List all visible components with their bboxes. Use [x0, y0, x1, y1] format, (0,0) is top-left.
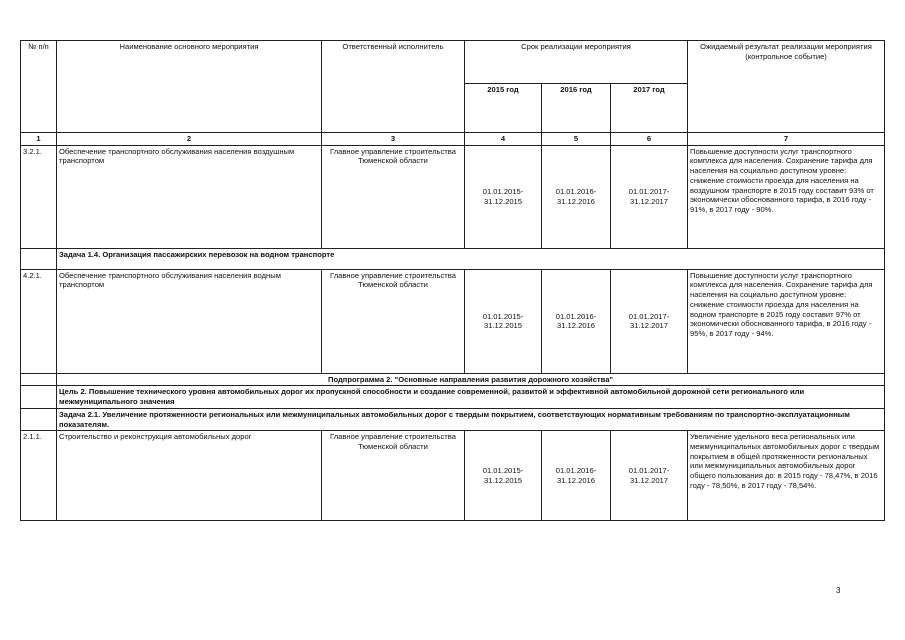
subprogram-row: [21, 373, 885, 386]
period-2017: 01.01.2017-31.12.2017: [611, 431, 688, 521]
empty-cell: [21, 248, 57, 269]
period-2017: 01.01.2017-31.12.2017: [611, 145, 688, 248]
column-number: 5: [542, 133, 611, 146]
expected-result: Повышение доступности услуг транспортного комплекса для населения. Сохранение тарифа для населения на социально доступном уровне: снижение стоимости проезда для населения на водном транспорте в 2015 году составит 97% от экономически обоснованного тарифа, в 2016 году - 95%, в 2017 году - 94%.: [688, 269, 885, 373]
task-2-1: Задача 2.1. Увеличение протяженности региональных или межмуниципальных автомобильных дорог с твердым покрытием, соответствующих нормативным требованиям по транспортно-эксплуатационным показателям.: [57, 408, 885, 430]
subprogram-2-title: Подпрограмма 2. "Основные направления развития дорожного хозяйства": [57, 373, 885, 386]
empty-cell: [21, 386, 57, 408]
column-number: 2: [57, 133, 322, 146]
period-2015: 01.01.2015-31.12.2015: [465, 145, 542, 248]
measure-name: Строительство и реконструкция автомобильных дорог: [57, 431, 322, 521]
column-number-row: [21, 133, 885, 146]
executor: Главное управление строительства Тюменской области: [322, 145, 465, 248]
expected-result: Повышение доступности услуг транспортного комплекса для населения. Сохранение тарифа для населения на социально доступном уровне: снижение стоимости проезда для населения на воздушном транспорте в 2015 году составит 93% от экономически обоснованного тарифа, в 2016 году - 91%, в 2017 году - 90%.: [688, 145, 885, 248]
executor: Главное управление строительства Тюменской области: [322, 431, 465, 521]
header-result: Ожидаемый результат реализации мероприятия (контрольное событие): [688, 41, 885, 133]
expected-result: Увеличение удельного веса региональных или межмуниципальных автомобильных дорог с твердым покрытием в общей протяженности региональных или межмуниципальных автомобильных дорог общего пользования до: в 2015 году - 78,47%, в 2016 году - 78,50%, в 2017 году - 78,54%.: [688, 431, 885, 521]
row-number: 4.2.1.: [21, 269, 57, 373]
period-2017: 01.01.2017-31.12.2017: [611, 269, 688, 373]
column-number: 4: [465, 133, 542, 146]
period-2015: 01.01.2015-31.12.2015: [465, 269, 542, 373]
measure-name: Обеспечение транспортного обслуживания населения воздушным транспортом: [57, 145, 322, 248]
period-2016: 01.01.2016-31.12.2016: [542, 145, 611, 248]
header-num: № п/п: [21, 41, 57, 133]
goal-row: [21, 386, 885, 408]
task-1-4: Задача 1.4. Организация пассажирских перевозок на водном транспорте: [57, 248, 885, 269]
header-period: Срок реализации мероприятия: [465, 41, 688, 84]
column-number: 7: [688, 133, 885, 146]
header-year-2016: 2016 год: [542, 84, 611, 133]
table-row: [21, 145, 885, 248]
column-number: 1: [21, 133, 57, 146]
row-number: 3.2.1.: [21, 145, 57, 248]
period-2016: 01.01.2016-31.12.2016: [542, 431, 611, 521]
task-row: [21, 408, 885, 430]
task-row: [21, 248, 885, 269]
page-number: 3: [836, 586, 841, 595]
row-number: 2.1.1.: [21, 431, 57, 521]
empty-cell: [21, 408, 57, 430]
period-2016: 01.01.2016-31.12.2016: [542, 269, 611, 373]
column-number: 3: [322, 133, 465, 146]
table-row: [21, 269, 885, 373]
executor: Главное управление строительства Тюменской области: [322, 269, 465, 373]
empty-cell: [21, 373, 57, 386]
goal-2: Цель 2. Повышение технического уровня автомобильных дорог их пропускной способности и создание современной, развитой и эффективной автомобильной дорожной сети регионального или межмуниципального значения: [57, 386, 885, 408]
header-year-2015: 2015 год: [465, 84, 542, 133]
header-executor: Ответственный исполнитель: [322, 41, 465, 133]
header-name: Наименование основного мероприятия: [57, 41, 322, 133]
table-row: [21, 431, 885, 521]
measure-name: Обеспечение транспортного обслуживания населения водным транспортом: [57, 269, 322, 373]
period-2015: 01.01.2015-31.12.2015: [465, 431, 542, 521]
measures-table: [20, 40, 885, 521]
header-year-2017: 2017 год: [611, 84, 688, 133]
column-number: 6: [611, 133, 688, 146]
